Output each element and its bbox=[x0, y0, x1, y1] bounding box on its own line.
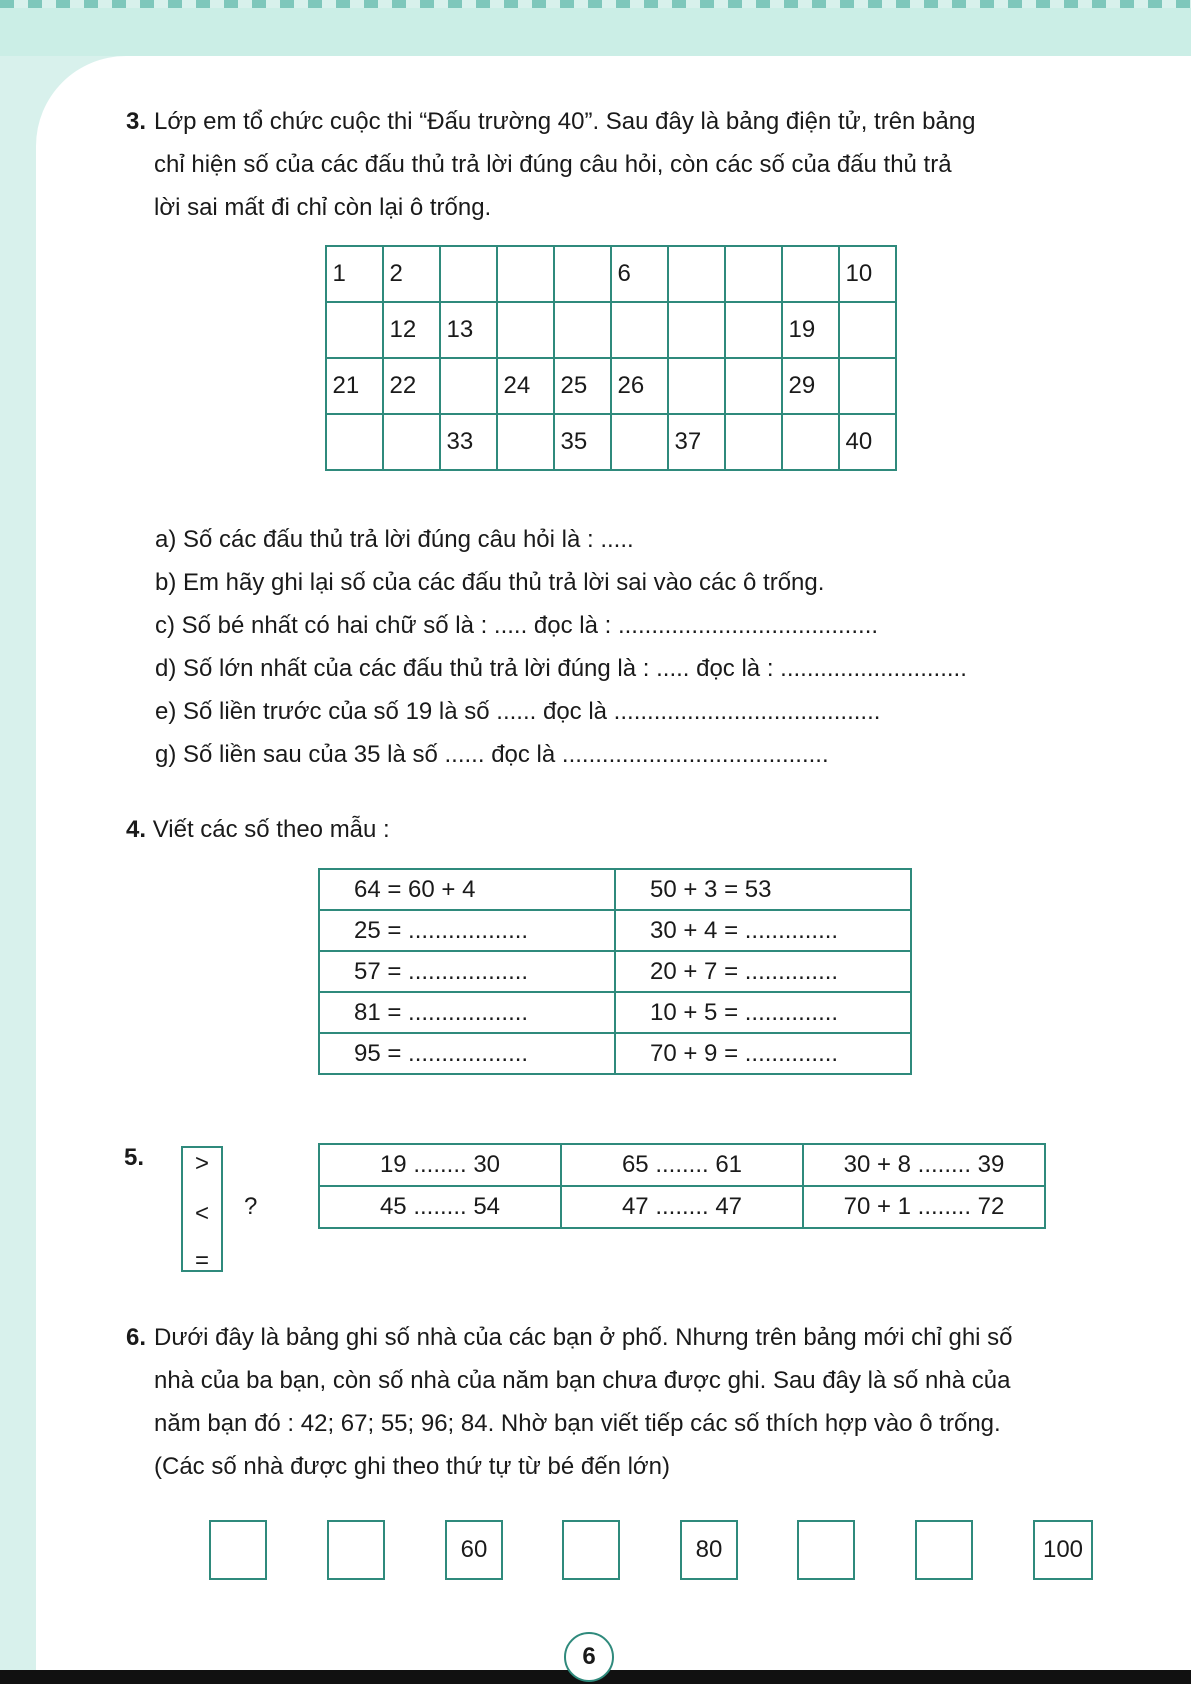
electronic-board bbox=[325, 245, 897, 471]
q3-item-b: b) Em hãy ghi lại số của các đấu thủ trả lời sai vào các ô trống. bbox=[155, 569, 825, 596]
q4-heading bbox=[126, 815, 390, 845]
greater-symbol: > bbox=[194, 1150, 209, 1177]
decomposition-row bbox=[319, 1033, 911, 1074]
house-box[interactable] bbox=[915, 1520, 973, 1580]
board-cell[interactable] bbox=[440, 302, 497, 358]
board-cell[interactable] bbox=[383, 358, 440, 414]
board-cell-value: 26 bbox=[617, 372, 645, 399]
board-cell[interactable] bbox=[782, 302, 839, 358]
board-cell[interactable] bbox=[497, 358, 554, 414]
q3-line: lời sai mất đi chỉ còn lại ô trống. bbox=[154, 194, 492, 221]
board-cell[interactable] bbox=[497, 414, 554, 470]
decomposition-cell[interactable]: 95 = .................. bbox=[319, 1033, 615, 1074]
board-cell[interactable] bbox=[611, 414, 668, 470]
board-cell[interactable] bbox=[725, 302, 782, 358]
house-box[interactable]: 100 bbox=[1033, 1520, 1093, 1580]
q3-line: chỉ hiện số của các đấu thủ trả lời đúng câu hỏi, còn các số của đấu thủ trả bbox=[154, 151, 952, 178]
board-cell[interactable] bbox=[326, 358, 383, 414]
board-cell[interactable] bbox=[326, 414, 383, 470]
house-box[interactable] bbox=[209, 1520, 267, 1580]
q3-item-c: c) Số bé nhất có hai chữ số là : ..... đọc là : ....................................... bbox=[155, 612, 879, 639]
board-cell[interactable] bbox=[440, 358, 497, 414]
top-decoration bbox=[0, 0, 1191, 8]
board-cell[interactable] bbox=[440, 246, 497, 302]
board-cell[interactable] bbox=[497, 246, 554, 302]
board-cell-value: 29 bbox=[788, 372, 816, 399]
decomposition-cell: 64 = 60 + 4 bbox=[319, 869, 615, 910]
board-cell[interactable] bbox=[554, 358, 611, 414]
board-cell[interactable] bbox=[326, 302, 383, 358]
q5-number: 5. bbox=[124, 1144, 145, 1171]
board-cell[interactable] bbox=[383, 414, 440, 470]
less-symbol: < bbox=[194, 1200, 209, 1227]
decomposition-cell[interactable]: 20 + 7 = .............. bbox=[615, 951, 911, 992]
board-cell[interactable] bbox=[554, 414, 611, 470]
decomposition-cell[interactable]: 30 + 4 = .............. bbox=[615, 910, 911, 951]
top-band bbox=[0, 8, 1191, 56]
board-cell-value: 12 bbox=[389, 316, 417, 343]
comparison-table bbox=[318, 1143, 1046, 1229]
board-cell[interactable] bbox=[782, 414, 839, 470]
comparison-cell[interactable]: 19 ........ 30 bbox=[319, 1144, 561, 1186]
q6-line: (Các số nhà được ghi theo thứ tự từ bé đến lớn) bbox=[154, 1453, 670, 1480]
board-cell[interactable] bbox=[611, 358, 668, 414]
board-cell[interactable] bbox=[554, 302, 611, 358]
board-cell[interactable] bbox=[668, 414, 725, 470]
equal-symbol: = bbox=[194, 1247, 209, 1274]
board-cell-value: 37 bbox=[674, 428, 702, 455]
board-cell[interactable] bbox=[326, 246, 383, 302]
board-cell-value: 19 bbox=[788, 316, 816, 343]
q6-line: nhà của ba bạn, còn số nhà của năm bạn chưa được ghi. Sau đây là số nhà của bbox=[154, 1367, 1011, 1394]
board-cell[interactable] bbox=[668, 302, 725, 358]
board-cell[interactable] bbox=[839, 302, 896, 358]
board-cell-value: 2 bbox=[389, 260, 403, 287]
page-number: 6 bbox=[564, 1632, 614, 1682]
board-cell[interactable] bbox=[440, 414, 497, 470]
decomposition-cell[interactable]: 70 + 9 = .............. bbox=[615, 1033, 911, 1074]
q6-number: 6. bbox=[126, 1324, 147, 1351]
decomposition-cell[interactable]: 81 = .................. bbox=[319, 992, 615, 1033]
board-cell[interactable] bbox=[725, 414, 782, 470]
board-cell-value: 25 bbox=[560, 372, 588, 399]
comparison-cell[interactable]: 70 + 1 ........ 72 bbox=[803, 1186, 1045, 1228]
board-cell-value: 13 bbox=[446, 316, 474, 343]
board-cell-value: 21 bbox=[332, 372, 360, 399]
house-box[interactable] bbox=[797, 1520, 855, 1580]
board-cell-value: 40 bbox=[845, 428, 873, 455]
board-cell[interactable] bbox=[839, 358, 896, 414]
board-row bbox=[326, 358, 896, 414]
decomposition-cell[interactable]: 57 = .................. bbox=[319, 951, 615, 992]
decomposition-row bbox=[319, 951, 911, 992]
house-box[interactable]: 80 bbox=[680, 1520, 738, 1580]
q6-line: Dưới đây là bảng ghi số nhà của các bạn ở phố. Nhưng trên bảng mới chỉ ghi số bbox=[154, 1324, 1013, 1351]
board-cell[interactable] bbox=[725, 358, 782, 414]
q3-item-e: e) Số liền trước của số 19 là số ...... đọc là ........................................ bbox=[155, 698, 881, 725]
decomposition-cell[interactable]: 10 + 5 = .............. bbox=[615, 992, 911, 1033]
comparison-cell[interactable]: 45 ........ 54 bbox=[319, 1186, 561, 1228]
house-box[interactable] bbox=[327, 1520, 385, 1580]
decomposition-cell[interactable]: 25 = .................. bbox=[319, 910, 615, 951]
board-cell[interactable] bbox=[383, 302, 440, 358]
board-cell-value: 24 bbox=[503, 372, 531, 399]
q3-item-a: a) Số các đấu thủ trả lời đúng câu hỏi là : ..... bbox=[155, 526, 634, 553]
board-cell-value: 33 bbox=[446, 428, 474, 455]
q3-line: Lớp em tổ chức cuộc thi “Đấu trường 40”. Sau đây là bảng điện tử, trên bảng bbox=[154, 108, 976, 135]
board-cell-value: 1 bbox=[332, 260, 346, 287]
board-cell[interactable] bbox=[611, 246, 668, 302]
decomposition-table bbox=[318, 868, 912, 1075]
q4-title: Viết các số theo mẫu : bbox=[152, 816, 390, 843]
house-box[interactable] bbox=[562, 1520, 620, 1580]
q3-number: 3. bbox=[126, 108, 147, 135]
board-cell[interactable] bbox=[839, 414, 896, 470]
board-cell[interactable] bbox=[554, 246, 611, 302]
board-row bbox=[326, 246, 896, 302]
board-row bbox=[326, 414, 896, 470]
q3-item-g: g) Số liền sau của 35 là số ...... đọc là ........................................ bbox=[155, 741, 829, 768]
question-mark: ? bbox=[244, 1193, 258, 1220]
decomposition-cell: 50 + 3 = 53 bbox=[615, 869, 911, 910]
q5-number-wrap bbox=[124, 1143, 144, 1173]
comparison-row bbox=[319, 1144, 1045, 1186]
comparison-cell[interactable]: 30 + 8 ........ 39 bbox=[803, 1144, 1045, 1186]
board-cell[interactable] bbox=[839, 246, 896, 302]
q6-line: năm bạn đó : 42; 67; 55; 96; 84. Nhờ bạn viết tiếp các số thích hợp vào ô trống. bbox=[154, 1410, 1001, 1437]
board-cell-value: 22 bbox=[389, 372, 417, 399]
board-cell[interactable] bbox=[782, 246, 839, 302]
board-cell[interactable] bbox=[668, 246, 725, 302]
board-cell[interactable] bbox=[725, 246, 782, 302]
board-cell-value: 6 bbox=[617, 260, 631, 287]
board-cell[interactable] bbox=[782, 358, 839, 414]
board-cell[interactable] bbox=[497, 302, 554, 358]
q4-number: 4. bbox=[126, 816, 147, 843]
board-cell[interactable] bbox=[383, 246, 440, 302]
q3-item-d: d) Số lớn nhất của các đấu thủ trả lời đúng là : ..... đọc là : ............................ bbox=[155, 655, 967, 682]
comparison-cell[interactable]: 65 ........ 61 bbox=[561, 1144, 803, 1186]
board-cell[interactable] bbox=[611, 302, 668, 358]
comparison-row bbox=[319, 1186, 1045, 1228]
board-cell-value: 35 bbox=[560, 428, 588, 455]
decomposition-row bbox=[319, 910, 911, 951]
board-row bbox=[326, 302, 896, 358]
decomposition-row bbox=[319, 992, 911, 1033]
board-cell-value: 10 bbox=[845, 260, 873, 287]
decomposition-row bbox=[319, 869, 911, 910]
house-box[interactable]: 60 bbox=[445, 1520, 503, 1580]
comparison-cell[interactable]: 47 ........ 47 bbox=[561, 1186, 803, 1228]
board-cell[interactable] bbox=[668, 358, 725, 414]
